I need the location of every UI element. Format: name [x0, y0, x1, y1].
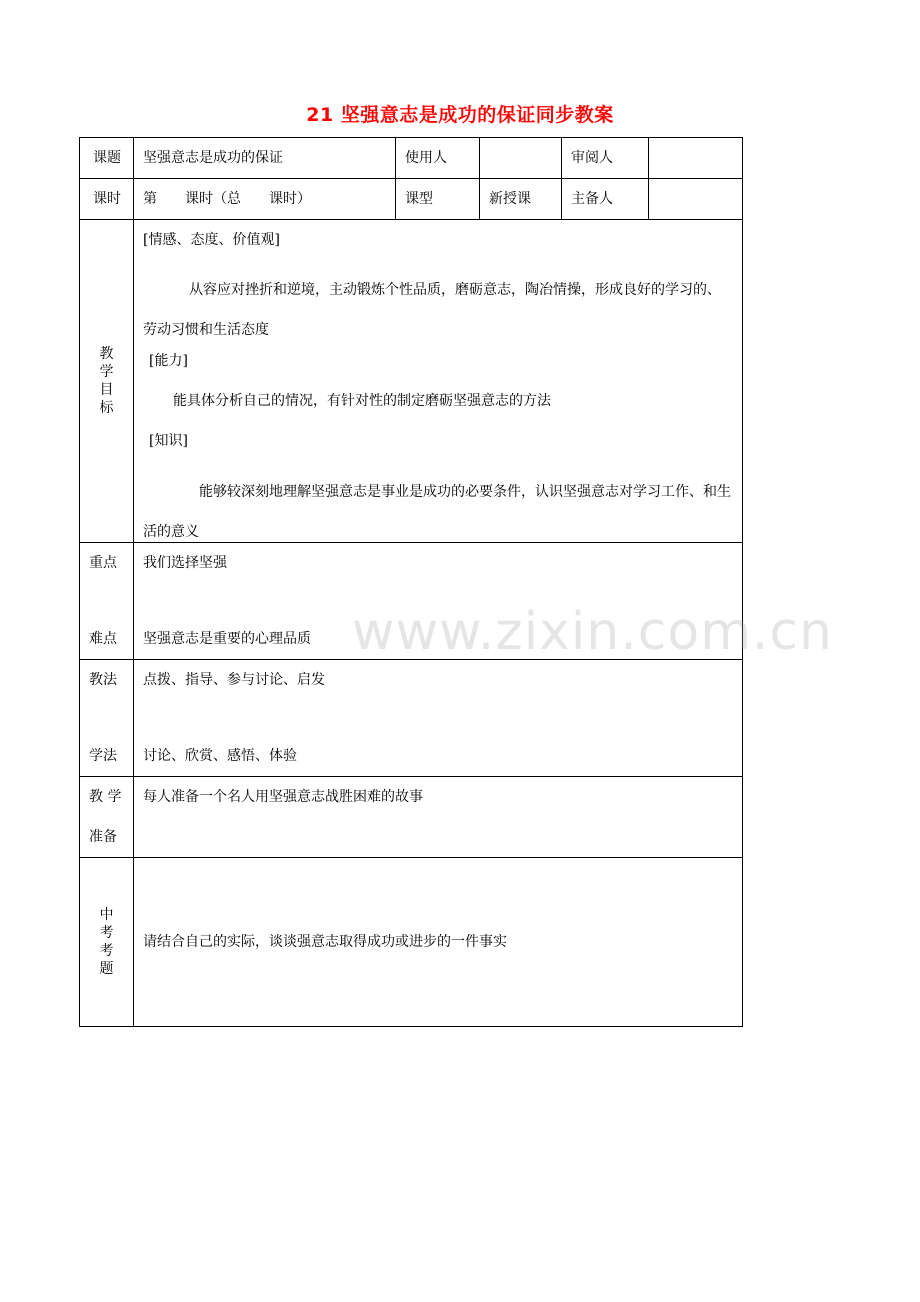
document-title: 21 坚强意志是成功的保证同步教案	[306, 104, 614, 126]
knowledge-heading: [知识]	[149, 433, 188, 449]
methods-label-cell	[80, 660, 134, 777]
lesson-plan-table	[79, 137, 743, 1027]
learning-method-value: 讨论、欣赏、感悟、体验	[143, 748, 297, 764]
table-row-focus	[80, 543, 743, 660]
ability-heading: [能力]	[149, 353, 188, 369]
preparation-value: 每人准备一个名人用坚强意志战胜困难的故事	[143, 789, 423, 805]
objectives-content-cell	[134, 220, 743, 543]
reviewer-label: 审阅人	[571, 150, 613, 166]
objectives-label-char: 教	[99, 346, 114, 362]
objectives-label	[80, 220, 133, 542]
lead-label-cell	[562, 179, 649, 220]
focus-label-cell	[80, 543, 134, 660]
type-value-cell	[480, 179, 562, 220]
reviewer-label-cell	[562, 138, 649, 179]
period-label-cell	[80, 179, 134, 220]
difficult-point-value: 坚强意志是重要的心理品质	[143, 631, 311, 647]
topic-value-cell	[134, 138, 396, 179]
user-label: 使用人	[405, 150, 447, 166]
table-row-objectives	[80, 220, 743, 543]
type-label-cell	[396, 179, 480, 220]
period-value: 第 课时（总 课时）	[143, 191, 311, 207]
exam-label-char: 中	[99, 907, 114, 923]
lead-value	[649, 179, 742, 189]
knowledge-text: 能够较深刻地理解坚强意志是事业是成功的必要条件，认识坚强意志对学习工作、和生活的意义	[143, 484, 731, 540]
exam-label-char: 考	[99, 943, 114, 959]
methods-content-cell	[134, 660, 743, 777]
preparation-label-line2: 准备	[89, 829, 117, 845]
preparation-label-cell	[80, 777, 134, 858]
objectives-label-char: 学	[99, 364, 114, 380]
exam-content-cell	[134, 858, 743, 1027]
objectives-label-cell	[80, 220, 134, 543]
key-point-value: 我们选择坚强	[143, 555, 227, 571]
reviewer-value-cell	[649, 138, 743, 179]
period-label: 课时	[93, 191, 121, 207]
topic-value: 坚强意志是成功的保证	[143, 150, 283, 166]
table-row-methods	[80, 660, 743, 777]
exam-label	[80, 858, 133, 1026]
type-value: 新授课	[489, 191, 531, 207]
reviewer-value	[649, 138, 742, 148]
user-value-cell	[480, 138, 562, 179]
objectives-label-char: 标	[99, 400, 114, 416]
table-row-exam	[80, 858, 743, 1027]
learning-method-label: 学法	[89, 748, 117, 764]
exam-label-char: 题	[99, 961, 114, 977]
ability-text: 能具体分析自己的情况，有针对性的制定磨砺坚强意志的方法	[173, 393, 551, 409]
emotion-heading: [情感、态度、价值观]	[143, 232, 280, 248]
teaching-method-value: 点拨、指导、参与讨论、启发	[143, 672, 325, 688]
key-point-label: 重点	[89, 555, 117, 571]
teaching-method-label: 教法	[89, 672, 117, 688]
table-row-preparation	[80, 777, 743, 858]
emotion-text: 从容应对挫折和逆境，主动锻炼个性品质，磨砺意志，陶冶情操，形成良好的学习的、劳动习惯和生活态度	[143, 282, 721, 338]
preparation-content-cell	[134, 777, 743, 858]
user-label-cell	[396, 138, 480, 179]
period-value-cell	[134, 179, 396, 220]
focus-content-cell	[134, 543, 743, 660]
topic-label: 课题	[93, 150, 121, 166]
objectives-label-char: 目	[99, 382, 114, 398]
exam-label-cell	[80, 858, 134, 1027]
type-label: 课型	[405, 191, 433, 207]
watermark: www.zixin.com.cn	[352, 602, 833, 662]
preparation-label-line1: 教 学	[89, 789, 122, 805]
table-row-topic	[80, 138, 743, 179]
exam-question: 请结合自己的实际，谈谈强意志取得成功或进步的一件事实	[143, 934, 507, 950]
lead-value-cell	[649, 179, 743, 220]
topic-label-cell	[80, 138, 134, 179]
difficult-point-label: 难点	[89, 631, 117, 647]
objectives-content	[134, 220, 742, 542]
user-value	[480, 138, 561, 148]
lead-label: 主备人	[571, 191, 613, 207]
table-row-period	[80, 179, 743, 220]
exam-label-char: 考	[99, 925, 114, 941]
